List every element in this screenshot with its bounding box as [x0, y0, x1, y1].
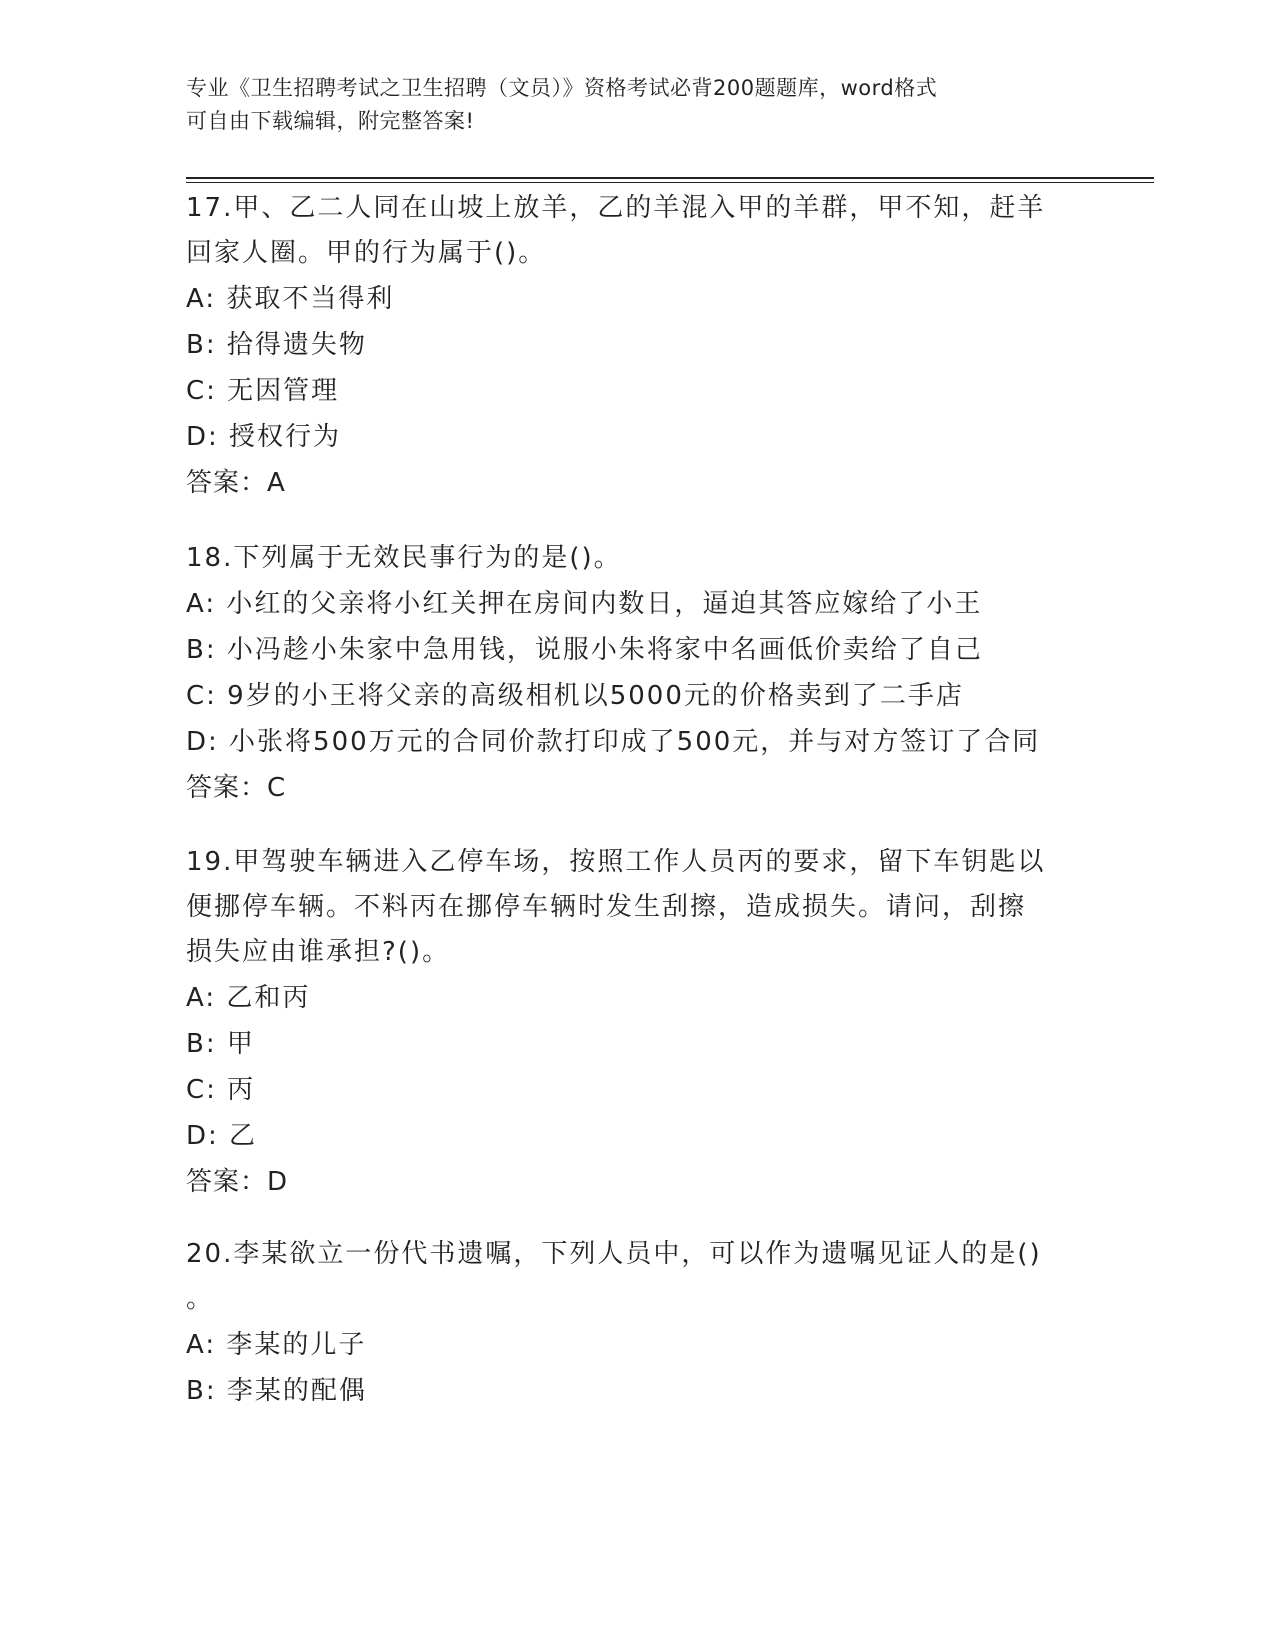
answer-value: D — [267, 1167, 289, 1197]
question-stem-line: 18.下列属于无效民事行为的是()。 — [186, 543, 622, 573]
answer-value: A — [267, 468, 286, 498]
question-20 — [186, 1232, 1076, 1414]
option-c: C: 无因管理 — [186, 376, 340, 406]
question-stem-line: 回家人圈。甲的行为属于()。 — [186, 238, 547, 268]
header-rule-thick — [186, 177, 1154, 179]
header-line-1: 专业《卫生招聘考试之卫生招聘（文员）》资格考试必背200题题库，word格式 — [186, 76, 938, 100]
question-17 — [186, 186, 1076, 506]
option-a: A: 乙和丙 — [186, 983, 311, 1013]
question-19 — [186, 840, 1076, 1205]
answer-label: 答案： — [186, 1167, 268, 1197]
question-18 — [186, 536, 1076, 811]
document-header — [186, 72, 1066, 138]
option-a: A: 小红的父亲将小红关押在房间内数日，逼迫其答应嫁给了小王 — [186, 589, 983, 619]
question-stem-line: 20.李某欲立一份代书遗嘱，下列人员中，可以作为遗嘱见证人的是() — [186, 1239, 1042, 1269]
answer-line — [186, 1159, 1076, 1205]
answer-line — [186, 460, 1076, 506]
answer-line — [186, 765, 1076, 811]
option-b: B: 李某的配偶 — [186, 1376, 367, 1406]
option-d: D: 乙 — [186, 1121, 258, 1151]
answer-label: 答案： — [186, 468, 268, 498]
header-rule-thin — [186, 182, 1154, 183]
option-b: B: 拾得遗失物 — [186, 330, 367, 360]
header-line-2: 可自由下载编辑，附完整答案! — [186, 109, 475, 133]
question-stem-line: 便挪停车辆。不料丙在挪停车辆时发生刮擦，造成损失。请问，刮擦 — [186, 892, 1027, 922]
question-stem-line: 17.甲、乙二人同在山坡上放羊，乙的羊混入甲的羊群，甲不知，赶羊 — [186, 193, 1046, 223]
option-c: C: 丙 — [186, 1075, 256, 1105]
option-a: A: 获取不当得利 — [186, 284, 395, 314]
question-stem-line: 。 — [186, 1284, 215, 1314]
option-c: C: 9岁的小王将父亲的高级相机以5000元的价格卖到了二手店 — [186, 681, 964, 711]
answer-label: 答案： — [186, 773, 268, 803]
answer-value: C — [267, 773, 287, 803]
question-stem-line: 19.甲驾驶车辆进入乙停车场，按照工作人员丙的要求，留下车钥匙以 — [186, 847, 1046, 877]
option-d: D: 小张将500万元的合同价款打印成了500元，并与对方签订了合同 — [186, 727, 1041, 757]
option-b: B: 甲 — [186, 1029, 255, 1059]
question-stem-line: 损失应由谁承担?()。 — [186, 937, 451, 967]
option-d: D: 授权行为 — [186, 422, 342, 452]
option-b: B: 小冯趁小朱家中急用钱，说服小朱将家中名画低价卖给了自己 — [186, 635, 983, 665]
option-a: A: 李某的儿子 — [186, 1330, 367, 1360]
